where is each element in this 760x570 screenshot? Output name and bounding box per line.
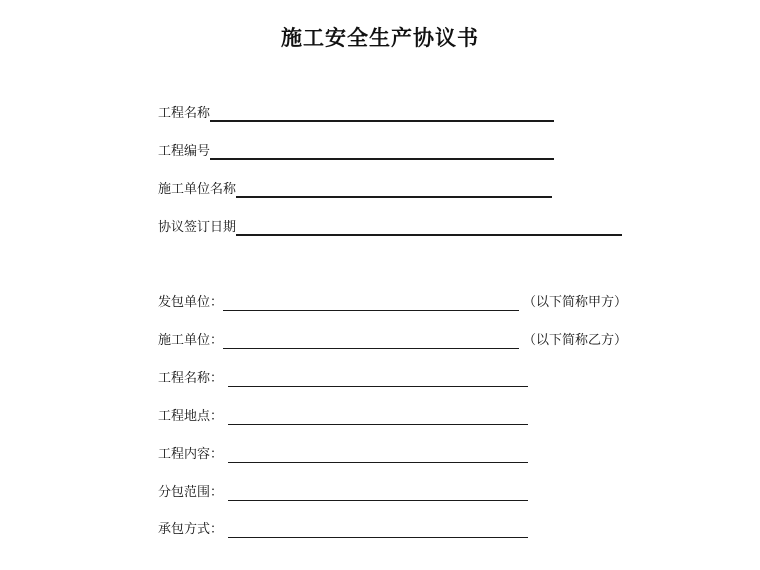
blank-line[interactable] — [236, 182, 552, 198]
project-field-contract-method — [158, 522, 528, 538]
cover-field-project-number — [158, 144, 554, 160]
cover-field-signing-date — [158, 220, 622, 236]
project-field-content — [158, 447, 528, 463]
project-field-name — [158, 371, 528, 387]
blank-line[interactable] — [236, 220, 622, 236]
party-field-employer — [158, 295, 627, 311]
blank-line[interactable] — [210, 106, 554, 122]
field-label: 工程名称 — [158, 106, 211, 121]
field-label: 施工单位： — [158, 333, 224, 348]
blank-line[interactable] — [228, 372, 528, 387]
cover-field-project-name — [158, 106, 554, 122]
field-label: 工程名称： — [158, 371, 224, 386]
blank-line[interactable] — [228, 410, 528, 425]
field-label: 施工单位名称 — [158, 182, 237, 197]
field-label: 工程地点： — [158, 409, 224, 424]
field-label: 协议签订日期 — [158, 220, 237, 235]
field-label: 工程编号 — [158, 144, 211, 159]
field-label: 工程内容： — [158, 447, 224, 462]
blank-line[interactable] — [210, 144, 554, 160]
party-note: （以下简称乙方） — [523, 333, 628, 348]
document-title: 施工安全生产协议书 — [281, 25, 479, 50]
cover-field-contractor-name — [158, 182, 552, 198]
blank-line[interactable] — [228, 448, 528, 463]
blank-line[interactable] — [228, 486, 528, 501]
blank-line[interactable] — [228, 523, 528, 538]
project-field-scope — [158, 485, 528, 501]
field-label: 承包方式： — [158, 522, 224, 537]
party-field-contractor — [158, 333, 627, 349]
project-field-location — [158, 409, 528, 425]
field-label: 分包范围： — [158, 485, 224, 500]
field-label: 发包单位： — [158, 295, 224, 310]
blank-line[interactable] — [223, 334, 519, 349]
party-note: （以下简称甲方） — [523, 295, 628, 310]
blank-line[interactable] — [223, 296, 519, 311]
